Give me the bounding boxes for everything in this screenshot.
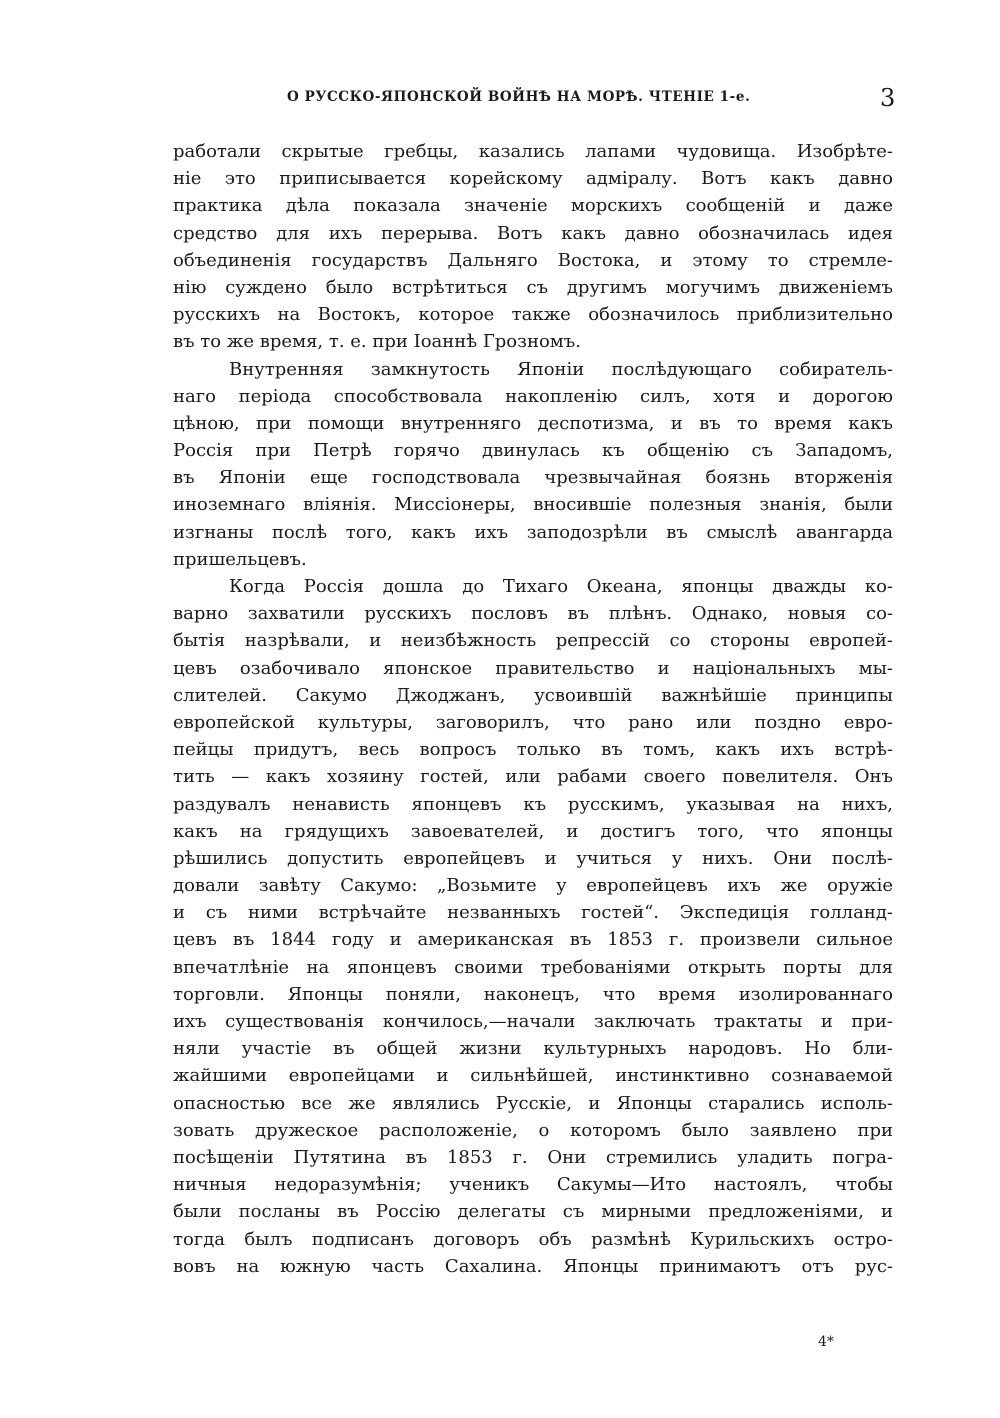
text-line: Внутренняя замкнутость Японіи послѣдующаго собиратель- xyxy=(229,358,893,380)
text-line: вовъ на южную часть Сахалина. Японцы принимаютъ отъ рус- xyxy=(173,1255,893,1277)
text-line: были посланы въ Россію делегаты съ мирными предложеніями, и xyxy=(173,1201,893,1223)
text-line: опасностью все же являлись Русскіе, и Японцы старались исполь- xyxy=(173,1092,893,1114)
text-line: цевъ въ 1844 году и американская въ 1853 г. произвели сильное xyxy=(173,929,893,951)
text-line: въ Японіи еще господствовала чрезвычайная боязнь вторженія xyxy=(173,467,893,489)
page-number: 3 xyxy=(880,84,896,112)
text-line: объединенія государствъ Дальняго Востока, и этому то стремле- xyxy=(173,249,893,271)
running-title: О РУССКО-ЯПОНСКОЙ ВОЙНѢ НА МОРѢ. ЧТЕНІЕ 1-е. xyxy=(287,89,751,105)
text-line: ихъ существованія кончилось,—начали заключать трактаты и при- xyxy=(173,1011,893,1032)
signature-mark: 4* xyxy=(818,1334,834,1350)
text-line: русскихъ на Востокъ, которое также обозначилось приблизительно xyxy=(173,304,893,326)
text-line: тогда былъ подписанъ договоръ объ размѣнѣ Курильскихъ остро- xyxy=(173,1228,893,1250)
text-line: ничныя недоразумѣнія; ученикъ Сакумы—Ито настоялъ, чтобы xyxy=(173,1174,893,1196)
text-line: торговли. Японцы поняли, наконецъ, что время изолированнаго xyxy=(173,983,893,1005)
text-line: жайшими европейцами и сильнѣйшей, инстинктивно сознаваемой xyxy=(173,1065,893,1087)
text-line: средство для ихъ перерыва. Вотъ какъ давно обозначилась идея xyxy=(173,222,893,244)
text-line: тить — какъ хозяину гостей, или рабами своего повелителя. Онъ xyxy=(173,766,893,788)
text-line: цевъ озабочивало японское правительство и національныхъ мы- xyxy=(173,657,893,679)
text-line: и съ ними встрѣчайте незванныхъ гостей“. Экспедиція голланд- xyxy=(173,902,893,924)
text-line: въ то же время, т. е. при Іоаннѣ Грозномъ. xyxy=(173,331,581,353)
text-line: практика дѣла показала значеніе морскихъ сообщеній и даже xyxy=(173,195,893,217)
text-line: нію суждено было встрѣтиться съ другимъ могучимъ движеніемъ xyxy=(173,276,893,298)
text-line: зовать дружеское расположеніе, о которомъ было заявлено при xyxy=(173,1119,893,1141)
text-line: раздувалъ ненависть японцевъ къ русскимъ, указывая на нихъ, xyxy=(173,793,893,815)
text-line: европейской культуры, заговорилъ, что рано или поздно евро- xyxy=(173,711,893,733)
text-line: довали завѣту Сакумо: „Возьмите у европейцевъ ихъ же оружіе xyxy=(173,875,893,897)
text-line: изгнаны послѣ того, какъ ихъ заподозрѣли въ смыслѣ авангарда xyxy=(173,521,893,543)
text-line: Россія при Петрѣ горячо двинулась къ общенію съ Западомъ, xyxy=(173,440,893,462)
text-line: рѣшились допустить европейцевъ и учиться у нихъ. Они послѣ- xyxy=(173,847,893,869)
text-line: бытія назрѣвали, и неизбѣжность репрессій со стороны европей- xyxy=(173,630,893,652)
text-line: посѣщеніи Путятина въ 1853 г. Они стремились уладить погра- xyxy=(173,1146,893,1168)
text-line: иноземнаго вліянія. Миссіонеры, вносившіе полезныя знанія, были xyxy=(173,494,893,516)
text-line: слителей. Сакумо Джоджанъ, усвоившій важнѣйшіе принципы xyxy=(173,684,893,706)
text-line: впечатлѣніе на японцевъ своими требованіями открыть порты для xyxy=(173,956,893,978)
text-line: Когда Россія дошла до Тихаго Океана, японцы дважды ко- xyxy=(229,576,893,597)
text-line: пришельцевъ. xyxy=(173,548,307,570)
text-line: работали скрытые гребцы, казались лапами чудовища. Изобрѣте- xyxy=(173,141,893,162)
body-text xyxy=(173,138,893,1280)
text-line: варно захватили русскихъ пословъ въ плѣнъ. Однако, новыя со- xyxy=(173,603,893,625)
text-line: какъ на грядущихъ завоевателей, и достигъ того, что японцы xyxy=(173,820,893,842)
text-line: ніе это приписывается корейскому адміралу. Вотъ какъ давно xyxy=(173,168,893,190)
text-line: цѣною, при помощи внутренняго деспотизма, и въ то время какъ xyxy=(173,412,893,434)
text-line: няли участіе въ общей жизни культурныхъ народовъ. Но бли- xyxy=(173,1038,893,1060)
text-line: наго періода способствовала накопленію силъ, хотя и дорогою xyxy=(173,385,893,407)
text-line: пейцы придутъ, весь вопросъ только въ томъ, какъ ихъ встрѣ- xyxy=(173,739,893,761)
